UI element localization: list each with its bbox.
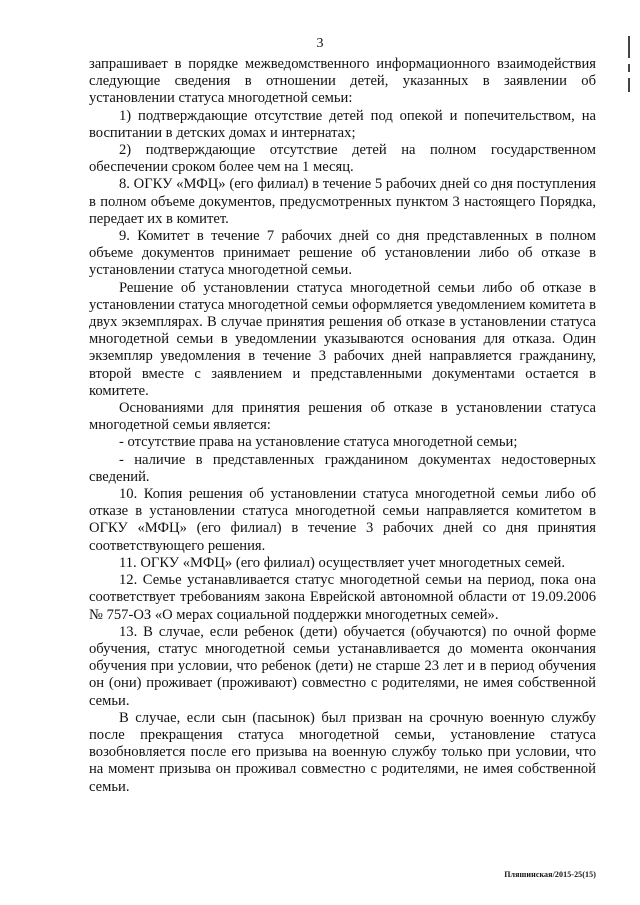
paragraph: 10. Копия решения об установлении статуса многодетной семьи либо об отказе в установлении статуса многодетной семьи направляется комитетом в ОГКУ «МФЦ» (его филиал) в течение 3 рабочих дней со дня принятия соответствующего решения. <box>89 486 596 554</box>
paragraph: 13. В случае, если ребенок (дети) обучается (обучаются) по очной форме обучения, статус многодетной семьи устанавливается до момента окончания обучения при условии, что ребенок (дети) не старше 23 лет и в период обучения он (они) проживает (проживают) совместно с родителями, не имея собственной семьи. <box>89 623 596 709</box>
document-code: Пляшинская/2015-25(15) <box>504 870 596 879</box>
paragraph: 8. ОГКУ «МФЦ» (его филиал) в течение 5 рабочих дней со дня поступления в полном объеме документов, предусмотренных пунктом 3 настоящего Порядка, передает их в комитет. <box>89 176 596 227</box>
paragraph: 12. Семье устанавливается статус многодетной семьи на период, пока она соответствует требованиям закона Еврейской автономной области от 19.09.2006 № 757-ОЗ «О мерах социальной поддержки многодетных семей». <box>89 572 596 623</box>
scan-edge-marks <box>624 30 634 110</box>
paragraph: 2) подтверждающие отсутствие детей на полном государственном обеспечении сроком более чем на 1 месяц. <box>89 142 596 176</box>
paragraph: - отсутствие права на установление статуса многодетной семьи; <box>119 434 518 451</box>
paragraph: Основаниями для принятия решения об отказе в установлении статуса многодетной семьи является: <box>89 400 596 434</box>
paragraph: 1) подтверждающие отсутствие детей под опекой и попечительством, на воспитании в детских домах и интернатах; <box>89 107 596 141</box>
paragraph: 11. ОГКУ «МФЦ» (его филиал) осуществляет учет многодетных семей. <box>119 554 565 571</box>
paragraph: запрашивает в порядке межведомственного информационного взаимодействия следующие сведения в отношении детей, указанных в заявлении об установлении статуса многодетной семьи: <box>89 56 596 107</box>
page-number: 3 <box>316 36 324 51</box>
paragraph: Решение об установлении статуса многодетной семьи либо об отказе в установлении статуса многодетной семьи оформляется уведомлением комитета в двух экземплярах. В случае принятия решения об отказе в установлении статуса многодетной семьи в уведомлении указываются основания для отказа. Один экземпляр уведомления в течение 3 рабочих дней направляется гражданину, второй вместе с заявлением и представленными документами остается в комитете. <box>89 279 596 399</box>
paragraph: 9. Комитет в течение 7 рабочих дней со дня представленных в полном объеме документов принимает решение об установлении либо об отказе в установлении статуса многодетной семьи. <box>89 228 596 279</box>
paragraph: В случае, если сын (пасынок) был призван на срочную военную службу после прекращения статуса многодетной семьи, установление статуса возобновляется после его призыва на военную службу только при условии, что на момент призыва он проживал совместно с родителями, не имея собственной семьи. <box>89 709 596 795</box>
paragraph: - наличие в представленных гражданином документах недостоверных сведений. <box>89 451 596 485</box>
document-body <box>89 56 596 796</box>
